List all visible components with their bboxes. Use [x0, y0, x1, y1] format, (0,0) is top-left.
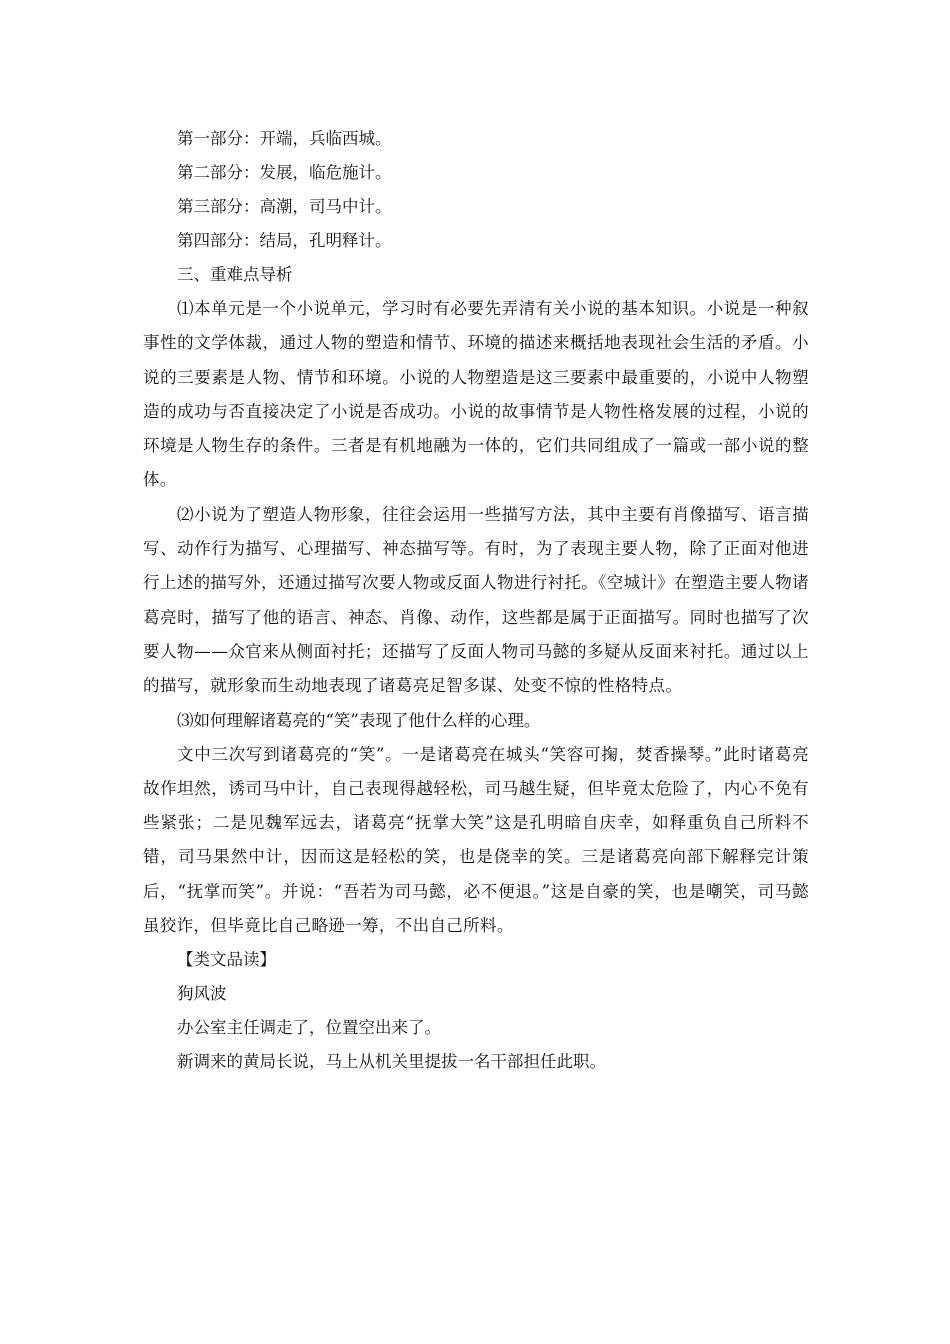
outline-part-1: 第一部分：开端，兵临西城。	[177, 129, 392, 148]
analysis-question-3: ⑶如何理解诸葛亮的“笑”表现了他什么样的心理。	[177, 710, 541, 730]
story-line-2: 新调来的黄局长说，马上从机关里提拔一名干部担任此职。	[177, 1052, 606, 1072]
section-heading: 三、重难点导析	[177, 265, 293, 284]
outline-part-2: 第二部分：发展，临危施计。	[177, 163, 392, 182]
analysis-paragraph-1: ⑴本单元是一个小说单元，学习时有必要先弄清有关小说的基本知识。小说是一种叙事性的文学体裁，通过人物的塑造和情节、环境的描述来概括地表现社会生活的矛盾。小说的三要素是人物、情节和环境。小说的人物塑造是这三要素中最重要的，小说中人物塑造的成功与否直接决定了小说是否成功。小说的故事情节是人物性格发展的过程，小说的环境是人物生存的条件。三者是有机地融为一体的，它们共同组成了一篇或一部小说的整体。	[143, 299, 809, 490]
analysis-answer-3: 文中三次写到诸葛亮的“笑”。一是诸葛亮在城头“笑容可掬，焚香操琴。”此时诸葛亮故作坦然，诱司马中计，自己表现得越轻松，司马越生疑，但毕竟太危险了，内心不免有些紧张；二是见魏军远去，诸葛亮“抚掌大笑”这是孔明暗自庆幸，如释重负自己所料不错，司马果然中计，因而这是轻松的笑，也是侥幸的笑。三是诸葛亮向部下解释完计策后，“抚掌而笑”。并说：“吾若为司马懿，必不便退。”这是自豪的笑，也是嘲笑，司马懿虽狡诈，但毕竟比自己略逊一筹，不出自己所料。	[143, 744, 809, 936]
story-title: 狗风波	[177, 984, 227, 1004]
reading-heading: 【类文品读】	[177, 950, 276, 970]
outline-part-3: 第三部分：高潮，司马中计。	[177, 197, 392, 216]
analysis-paragraph-2: ⑵小说为了塑造人物形象，往往会运用一些描写方法，其中主要有肖像描写、语言描写、动作行为描写、心理描写、神态描写等。有时，为了表现主要人物，除了正面对他进行上述的描写外，还通过描写次要人物或反面人物进行衬托。《空城计》在塑造主要人物诸葛亮时，描写了他的语言、神态、肖像、动作，这些都是属于正面描写。同时也描写了次要人物——众官来从侧面衬托；还描写了反面人物司马懿的多疑从反面来衬托。通过以上的描写，就形象而生动地表现了诸葛亮足智多谋、处变不惊的性格特点。	[143, 504, 809, 696]
story-line-1: 办公室主任调走了，位置空出来了。	[177, 1018, 441, 1038]
document-body	[143, 122, 809, 1079]
outline-part-4: 第四部分：结局，孔明释计。	[177, 231, 392, 250]
